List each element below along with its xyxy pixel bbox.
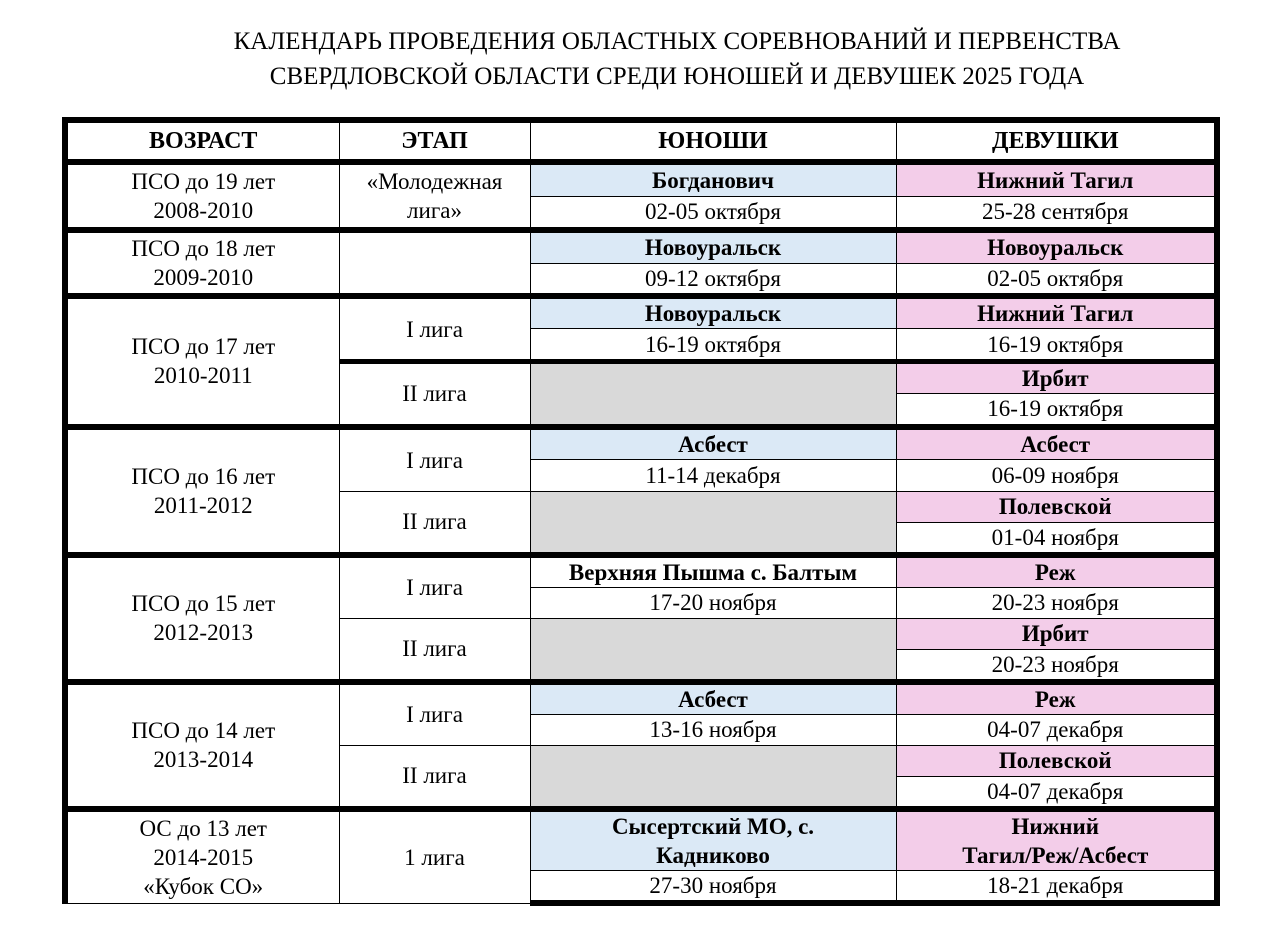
boys-empty-cell	[530, 618, 896, 682]
stage-cell: I лига	[339, 682, 530, 746]
stage-cell	[339, 230, 530, 296]
boys-city: Асбест	[530, 427, 896, 460]
age-cell	[65, 162, 339, 230]
stage-cell: II лига	[339, 745, 530, 809]
boys-city	[530, 809, 896, 871]
age-label: ОС до 13 лет	[139, 815, 267, 841]
girls-date: 02-05 октября	[896, 263, 1217, 296]
table-row	[65, 427, 1217, 460]
girls-city: Нижний Тагил	[896, 296, 1217, 329]
stage-cell: I лига	[339, 555, 530, 619]
age-cell	[65, 427, 339, 555]
age-label: ПСО до 17 лет	[131, 334, 276, 360]
table-row	[65, 682, 1217, 715]
boys-city: Асбест	[530, 682, 896, 715]
age-years: 2010-2011	[153, 363, 253, 389]
header-row	[65, 120, 1217, 162]
age-years: 2011-2012	[153, 492, 253, 518]
girls-city: Асбест	[896, 427, 1217, 460]
stage-cell: II лига	[339, 362, 530, 427]
header-stage: ЭТАП	[339, 120, 530, 162]
table-row	[65, 162, 1217, 196]
boys-empty-cell	[530, 491, 896, 555]
age-label: ПСО до 15 лет	[131, 591, 276, 616]
table-row	[65, 296, 1217, 329]
age-years: 2009-2010	[153, 265, 254, 290]
header-age: ВОЗРАСТ	[65, 120, 339, 162]
table-row	[65, 555, 1217, 588]
age-cell	[65, 682, 339, 809]
calendar-table	[62, 117, 1220, 906]
age-cell	[65, 230, 339, 296]
stage-cell: II лига	[339, 491, 530, 555]
girls-date: 04-07 декабря	[896, 714, 1217, 745]
boys-empty-cell	[530, 745, 896, 809]
age-label: ПСО до 14 лет	[131, 718, 276, 743]
girls-city: Реж	[896, 555, 1217, 588]
boys-city-line-2: Кадниково	[656, 842, 770, 868]
boys-date: 11-14 декабря	[530, 459, 896, 491]
girls-date: 04-07 декабря	[896, 776, 1217, 809]
header-boys: ЮНОШИ	[530, 120, 896, 162]
age-cell	[65, 555, 339, 682]
stage-cell: I лига	[339, 296, 530, 362]
boys-city-line-1: Сысертский МО, с.	[611, 813, 815, 839]
title-line-2: СВЕРДЛОВСКОЙ ОБЛАСТИ СРЕДИ ЮНОШЕЙ И ДЕВУШЕК 2025 ГОДА	[269, 63, 1085, 90]
age-years: 2013-2014	[153, 747, 254, 772]
girls-city: Нижний Тагил	[896, 162, 1217, 196]
girls-city: Новоуральск	[896, 230, 1217, 263]
boys-city: Богданович	[530, 162, 896, 196]
boys-date: 17-20 ноября	[530, 587, 896, 618]
header-girls: ДЕВУШКИ	[896, 120, 1217, 162]
stage-cell: «Молодежная лига»	[339, 162, 530, 230]
girls-city: Ирбит	[896, 362, 1217, 394]
age-years: 2012-2013	[153, 620, 254, 645]
boys-date: 02-05 октября	[530, 196, 896, 230]
girls-city: Реж	[896, 682, 1217, 715]
boys-date: 13-16 ноября	[530, 714, 896, 745]
girls-city	[896, 809, 1217, 871]
boys-date: 27-30 ноября	[530, 871, 896, 904]
stage-cell: I лига	[339, 427, 530, 492]
boys-city: Верхняя Пышма с. Балтым	[530, 555, 896, 588]
girls-date: 20-23 ноября	[896, 649, 1217, 682]
girls-date: 01-04 ноября	[896, 522, 1217, 555]
age-label: ПСО до 19 лет	[131, 169, 276, 194]
title-line-1: КАЛЕНДАРЬ ПРОВЕДЕНИЯ ОБЛАСТНЫХ СОРЕВНОВАНИЙ И ПЕРВЕНСТВА	[233, 28, 1121, 55]
girls-date: 16-19 октября	[896, 329, 1217, 362]
stage-cell: 1 лига	[339, 809, 530, 904]
age-years: 2008-2010	[153, 198, 254, 223]
age-label: ПСО до 16 лет	[131, 463, 276, 489]
girls-date: 18-21 декабря	[896, 871, 1217, 904]
cup-label: «Кубок СО»	[143, 873, 264, 899]
girls-date: 06-09 ноября	[896, 459, 1217, 491]
table-row	[65, 809, 1217, 871]
boys-date: 16-19 октября	[530, 329, 896, 362]
stage-cell: II лига	[339, 618, 530, 682]
girls-city-line-1: Нижний	[1011, 813, 1100, 839]
age-cell	[65, 809, 339, 904]
boys-city: Новоуральск	[530, 230, 896, 263]
boys-date: 09-12 октября	[530, 263, 896, 296]
age-cell	[65, 296, 339, 427]
age-label: ПСО до 18 лет	[131, 236, 276, 261]
table-row	[65, 230, 1217, 263]
girls-city: Полевской	[896, 745, 1217, 776]
girls-date: 16-19 октября	[896, 394, 1217, 427]
age-years: 2014-2015	[153, 844, 254, 870]
girls-city-line-2: Тагил/Реж/Асбест	[962, 842, 1149, 868]
girls-city: Полевской	[896, 491, 1217, 522]
girls-date: 20-23 ноября	[896, 587, 1217, 618]
girls-city: Ирбит	[896, 618, 1217, 649]
girls-date: 25-28 сентября	[896, 196, 1217, 230]
document-title	[0, 24, 1280, 94]
boys-city: Новоуральск	[530, 296, 896, 329]
boys-empty-cell	[530, 362, 896, 427]
